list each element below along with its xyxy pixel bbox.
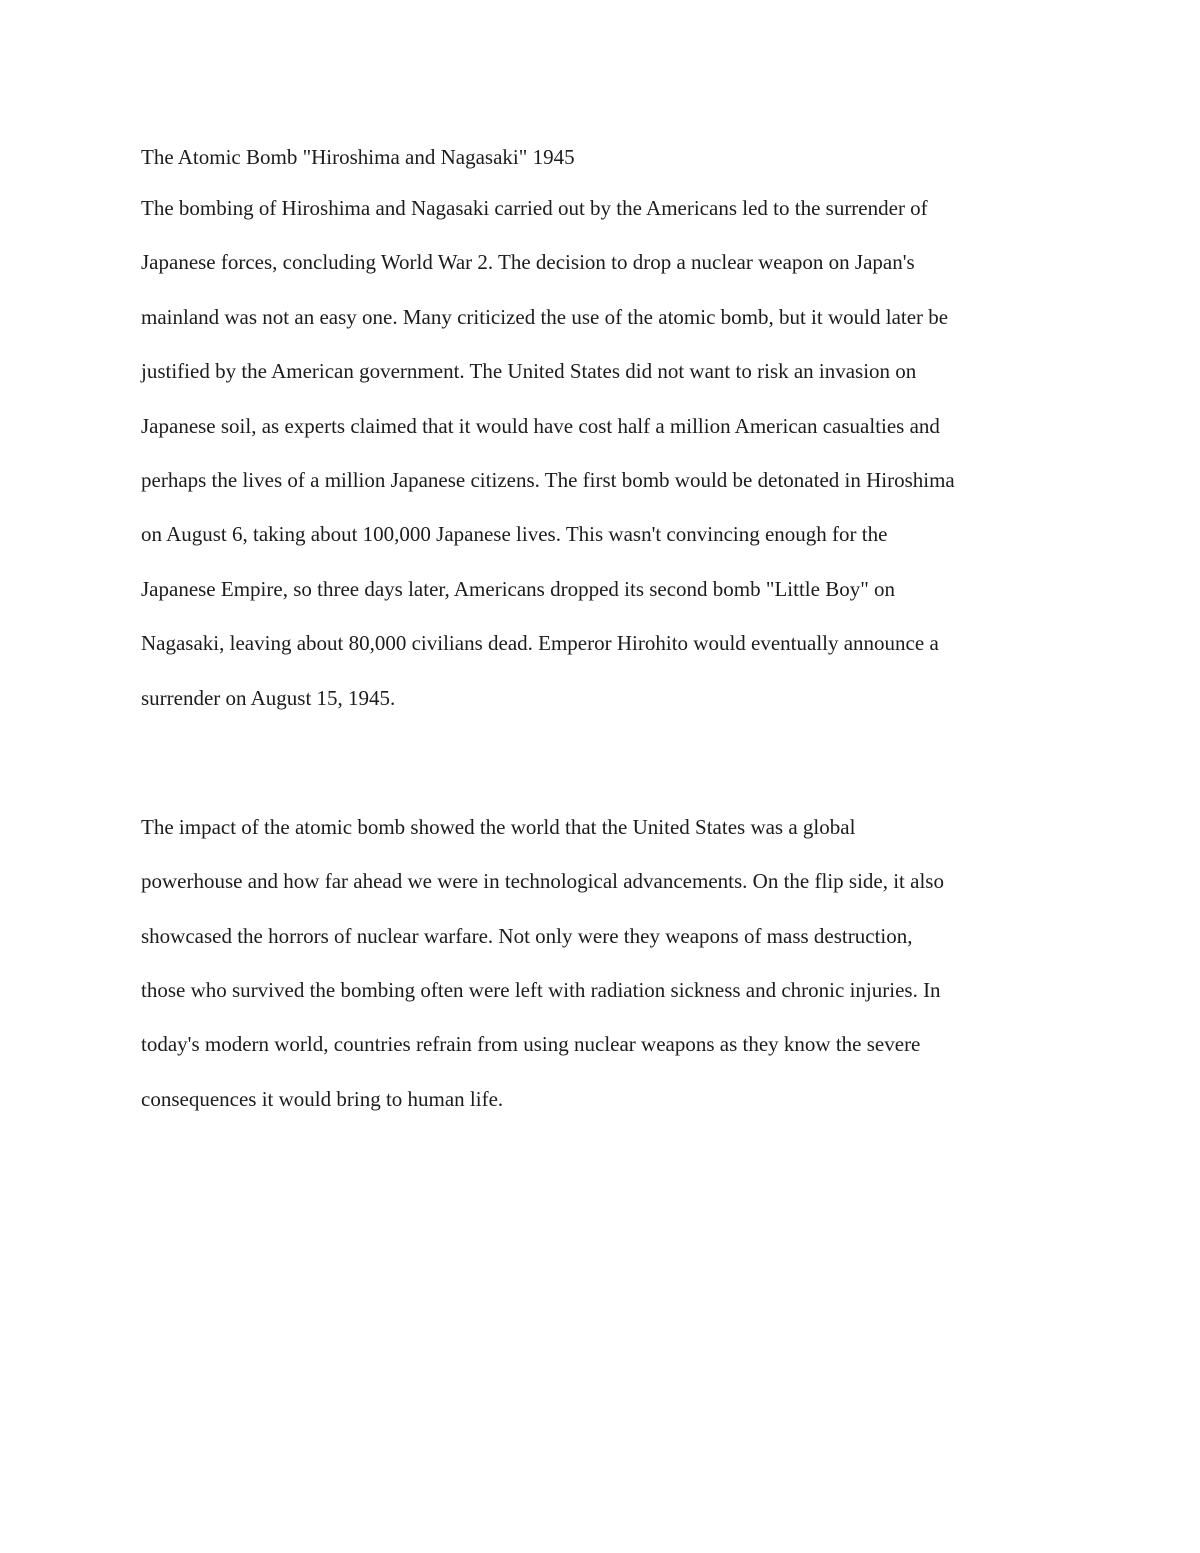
paragraph-line: The bombing of Hiroshima and Nagasaki carried out by the Americans led to the surrender of — [141, 196, 928, 220]
paragraph-line: Japanese forces, concluding World War 2. The decision to drop a nuclear weapon on Japan's — [141, 250, 915, 275]
paragraph-line: powerhouse and how far ahead we were in technological advancements. On the flip side, it also — [141, 869, 944, 894]
document-title: The Atomic Bomb "Hiroshima and Nagasaki" 1945 — [141, 145, 575, 169]
paragraph-line: consequences it would bring to human life. — [141, 1086, 504, 1111]
paragraph-line: today's modern world, countries refrain from using nuclear weapons as they know the severe — [141, 1032, 921, 1057]
paragraph-line: Nagasaki, leaving about 80,000 civilians dead. Emperor Hirohito would eventually announce a — [141, 631, 939, 656]
paragraph-line: justified by the American government. The United States did not want to risk an invasion on — [141, 359, 917, 384]
paragraph-1 — [141, 193, 1071, 737]
paragraph-line: perhaps the lives of a million Japanese citizens. The first bomb would be detonated in Hiroshima — [141, 467, 955, 492]
paragraph-line: The impact of the atomic bomb showed the world that the United States was a global — [141, 814, 856, 839]
paragraph-line: showcased the horrors of nuclear warfare. Not only were they weapons of mass destruction, — [141, 923, 913, 948]
paragraph-line: Japanese Empire, so three days later, Americans dropped its second bomb "Little Boy" on — [141, 576, 896, 601]
paragraph-line: surrender on August 15, 1945. — [141, 685, 396, 710]
paragraph-line: on August 6, taking about 100,000 Japanese lives. This wasn't convincing enough for the — [141, 522, 888, 547]
paragraph-line: those who survived the bombing often were left with radiation sickness and chronic injuries. In — [141, 978, 941, 1003]
paragraph-line: mainland was not an easy one. Many criticized the use of the atomic bomb, but it would later be — [141, 304, 949, 329]
paragraph-2 — [141, 812, 1071, 1138]
paragraph-line: Japanese soil, as experts claimed that it would have cost half a million American casualties and — [141, 413, 940, 438]
document-body — [141, 142, 1071, 1138]
